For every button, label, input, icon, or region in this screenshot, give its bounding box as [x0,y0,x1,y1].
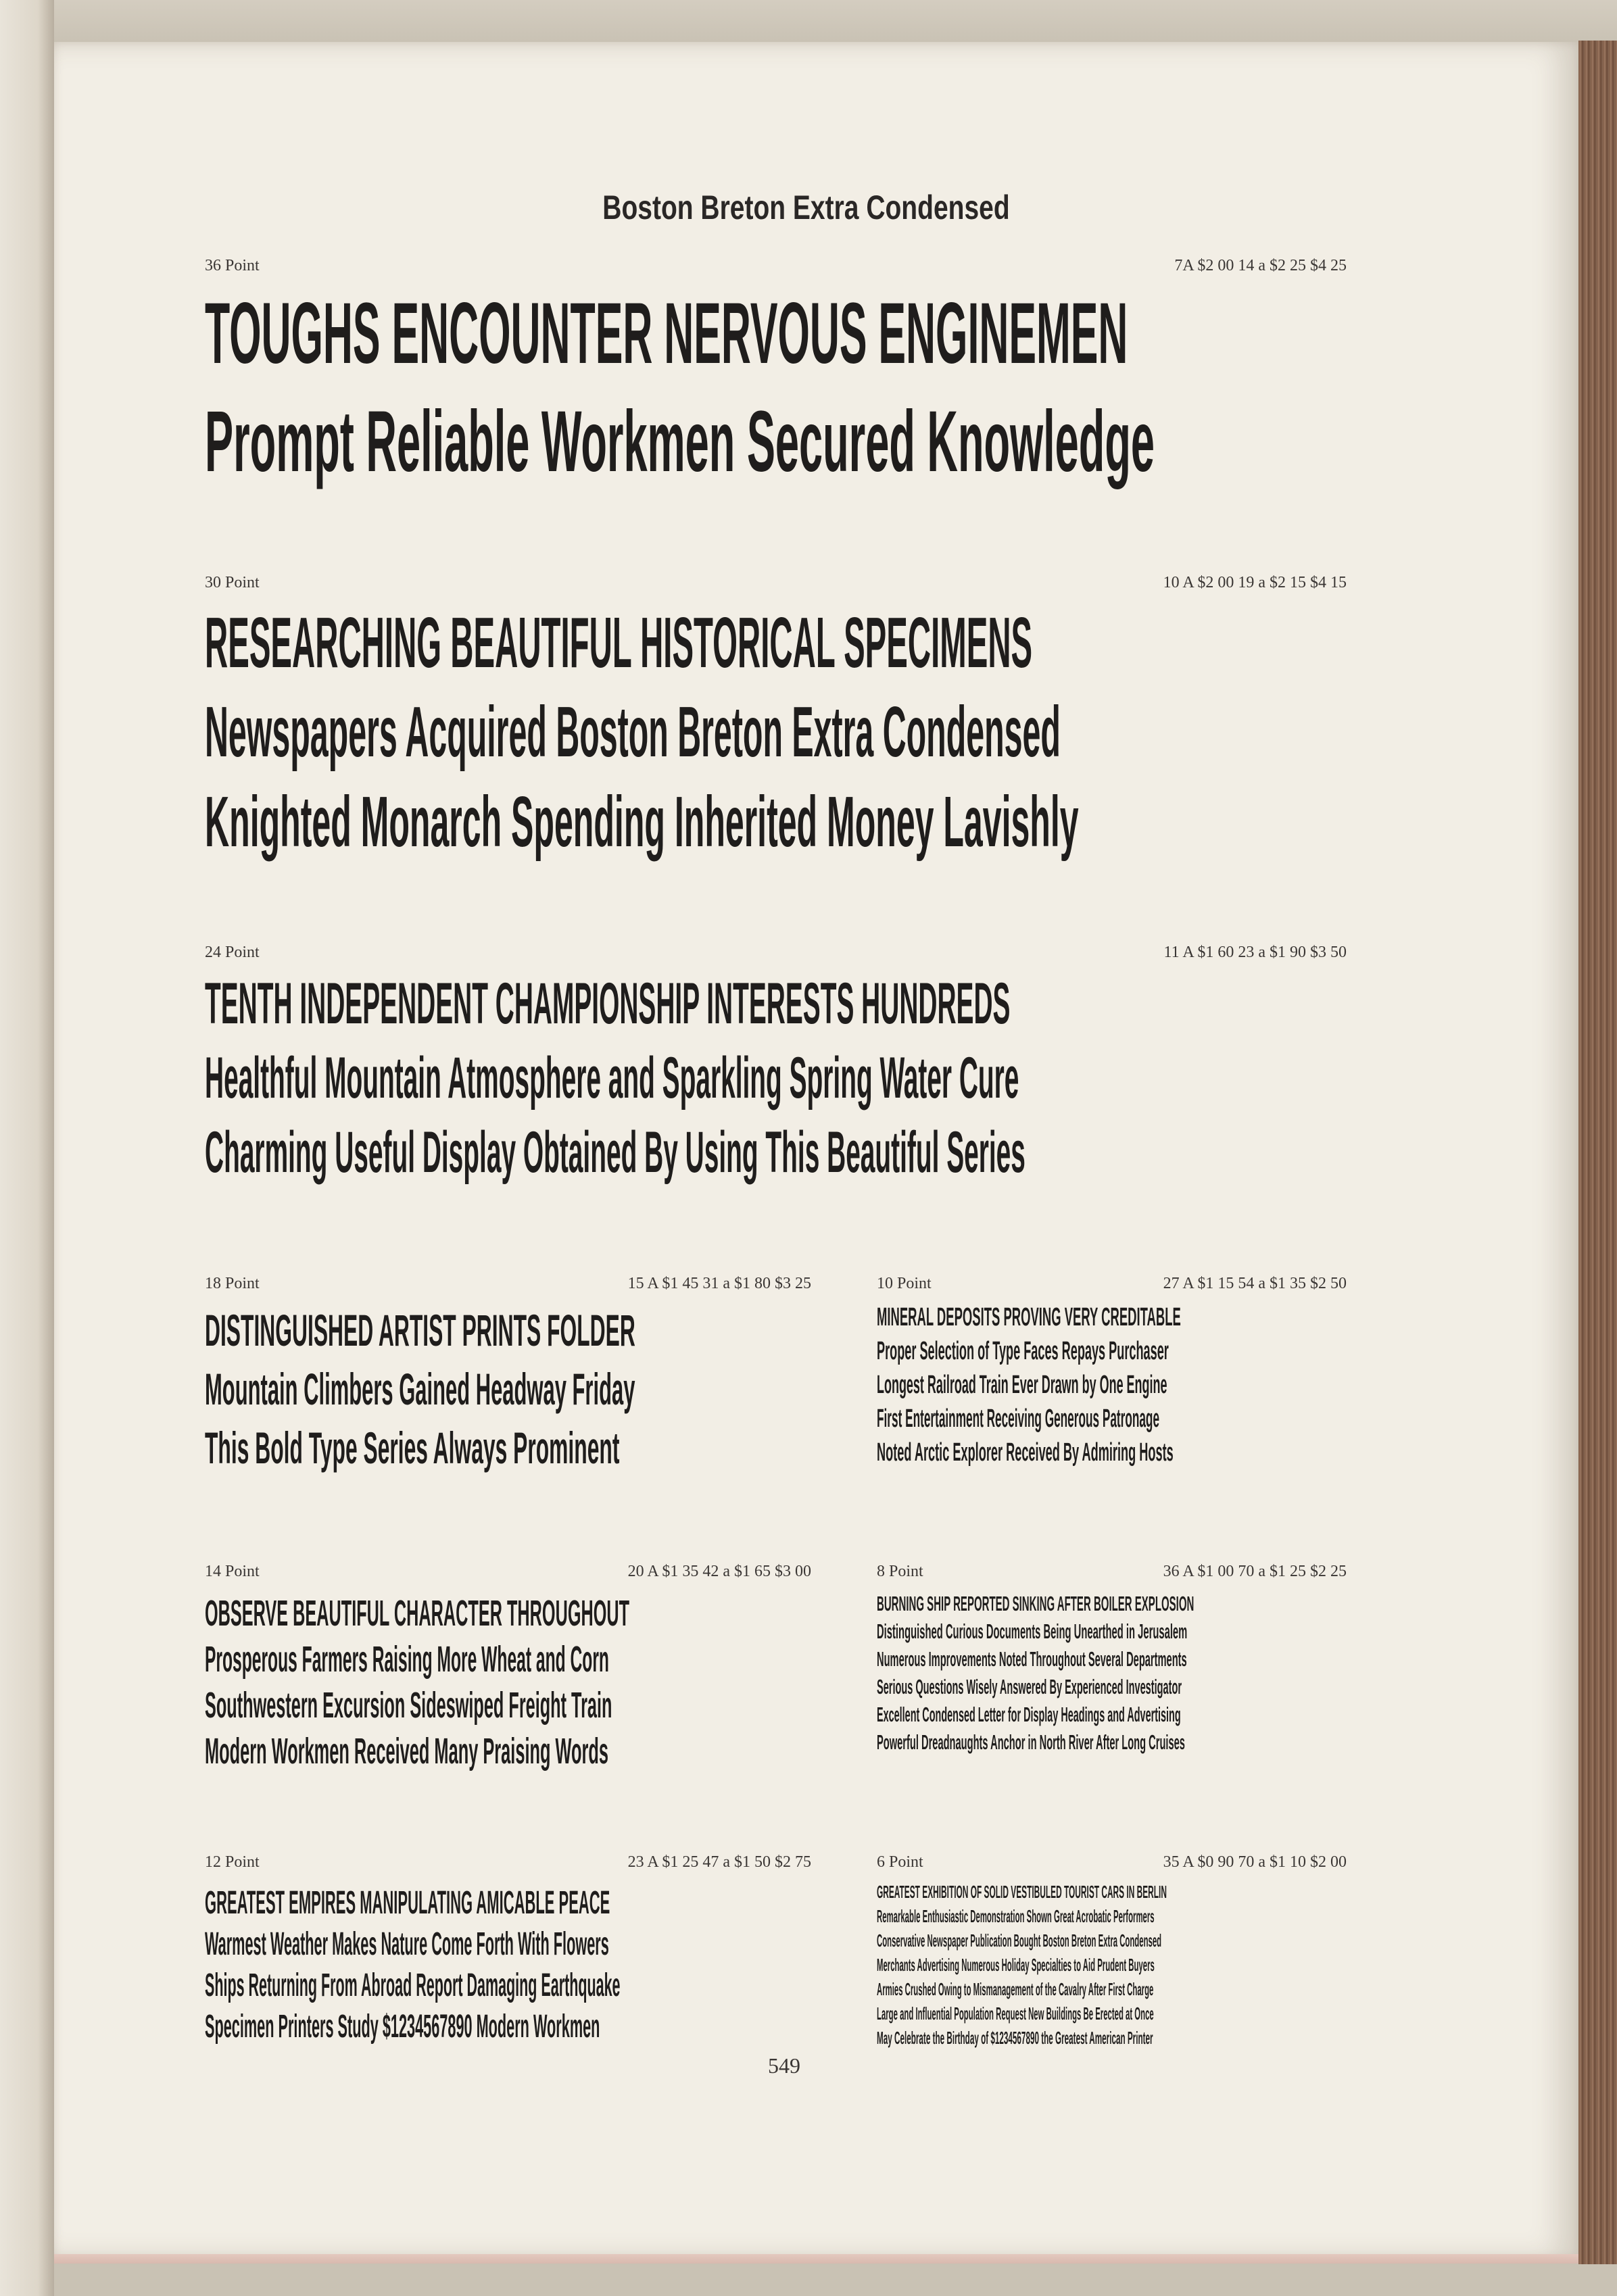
specimen-6-line-4: Merchants Advertising Numerous Holiday Specialties to Aid Prudent Buyers [877,1955,1155,1975]
price-10: 27 A $1 15 54 a $1 35 $2 50 [1163,1275,1347,1292]
specimen-12-line-3: Ships Returning From Abroad Report Damaging Earthquake [205,1968,621,2003]
specimen-6-line-2: Remarkable Enthusiastic Demonstration Shown Great Acrobatic Performers [877,1906,1155,1926]
size-label-8: 8 Point [877,1563,923,1580]
specimen-18-line-1: DISTINGUISHED ARTIST PRINTS FOLDER [205,1305,635,1355]
size-label-14: 14 Point [205,1563,260,1580]
specimen-10-line-5: Noted Arctic Explorer Received By Admiring Hosts [877,1438,1174,1467]
page-bottom-edge [54,2254,1578,2264]
specimen-6-line-7: May Celebrate the Birthday of $1234567890 the Greatest American Printer [877,2028,1153,2048]
price-12: 23 A $1 25 47 a $1 50 $2 75 [627,1853,811,1871]
price-18: 15 A $1 45 31 a $1 80 $3 25 [627,1275,811,1292]
size-label-36: 36 Point [205,257,260,274]
specimen-12-line-4: Specimen Printers Study $1234567890 Modern Workmen [205,2009,600,2045]
specimen-14-line-1: OBSERVE BEAUTIFUL CHARACTER THROUGHOUT [205,1593,630,1634]
specimen-18-line-3: This Bold Type Series Always Prominent [205,1423,620,1473]
book-fore-edge [1578,41,1617,2264]
specimen-14-line-4: Modern Workmen Received Many Praising Words [205,1731,609,1772]
size-label-6: 6 Point [877,1853,923,1871]
specimen-36-line-1: TOUGHS ENCOUNTER NERVOUS ENGINEMEN [205,285,1128,382]
specimen-30-line-2: Newspapers Acquired Boston Breton Extra Condensed [205,692,1061,772]
price-30: 10 A $2 00 19 a $2 15 $4 15 [1163,574,1347,591]
specimen-8-line-3: Numerous Improvements Noted Throughout Several Departments [877,1647,1187,1671]
specimen-30-line-1: RESEARCHING BEAUTIFUL HISTORICAL SPECIMENS [205,603,1033,683]
specimen-8-line-1: BURNING SHIP REPORTED SINKING AFTER BOILER EXPLOSION [877,1592,1194,1615]
price-6: 35 A $0 90 70 a $1 10 $2 00 [1163,1853,1347,1871]
specimen-24-line-3: Charming Useful Display Obtained By Using This Beautiful Series [205,1120,1025,1185]
size-label-10: 10 Point [877,1275,932,1292]
specimen-12-line-1: GREATEST EMPIRES MANIPULATING AMICABLE PEACE [205,1885,610,1921]
specimen-6-line-6: Large and Influential Population Request New Buildings Be Erected at Once [877,2003,1154,2024]
size-label-18: 18 Point [205,1275,260,1292]
page-title: Boston Breton Extra Condensed [602,189,1010,226]
specimen-6-line-5: Armies Crushed Owing to Mismanagement of the Cavalry After First Charge [877,1979,1154,1999]
specimen-12-line-2: Warmest Weather Makes Nature Come Forth With Flowers [205,1926,609,1962]
specimen-10-line-1: MINERAL DEPOSITS PROVING VERY CREDITABLE [877,1303,1181,1332]
specimen-8-line-6: Powerful Dreadnaughts Anchor in North River After Long Cruises [877,1730,1185,1754]
size-label-12: 12 Point [205,1853,260,1871]
specimen-18-line-2: Mountain Climbers Gained Headway Friday [205,1364,635,1414]
specimen-14-line-2: Prosperous Farmers Raising More Wheat and Corn [205,1639,609,1680]
background-top [0,0,1617,42]
specimen-10-line-4: First Entertainment Receiving Generous Patronage [877,1405,1160,1433]
specimen-8-line-4: Serious Questions Wisely Answered By Experienced Investigator [877,1675,1182,1699]
specimen-24-line-2: Healthful Mountain Atmosphere and Sparkling Spring Water Cure [205,1046,1019,1110]
specimen-6-line-3: Conservative Newspaper Publication Bought Boston Breton Extra Condensed [877,1930,1162,1951]
price-24: 11 A $1 60 23 a $1 90 $3 50 [1163,944,1347,961]
price-8: 36 A $1 00 70 a $1 25 $2 25 [1163,1563,1347,1580]
facing-page-edge [0,0,54,2296]
specimen-24-line-1: TENTH INDEPENDENT CHAMPIONSHIP INTERESTS HUNDREDS [205,971,1011,1036]
specimen-8-line-2: Distinguished Curious Documents Being Unearthed in Jerusalem [877,1619,1188,1643]
specimen-10-line-2: Proper Selection of Type Faces Repays Purchaser [877,1337,1169,1365]
specimen-10-line-3: Longest Railroad Train Ever Drawn by One Engine [877,1371,1167,1399]
specimen-30-line-3: Knighted Monarch Spending Inherited Money Lavishly [205,782,1079,862]
specimen-6-line-1: GREATEST EXHIBITION OF SOLID VESTIBULED TOURIST CARS IN BERLIN [877,1882,1167,1902]
size-label-30: 30 Point [205,574,260,591]
specimen-14-line-3: Southwestern Excursion Sideswiped Freight Train [205,1685,612,1726]
specimen-8-line-5: Excellent Condensed Letter for Display Headings and Advertising [877,1703,1181,1726]
specimen-36-line-2: Prompt Reliable Workmen Secured Knowledge [205,393,1155,490]
page-number: 549 [768,2053,800,2078]
price-36: 7A $2 00 14 a $2 25 $4 25 [1174,257,1347,274]
size-label-24: 24 Point [205,944,260,961]
price-14: 20 A $1 35 42 a $1 65 $3 00 [627,1563,811,1580]
